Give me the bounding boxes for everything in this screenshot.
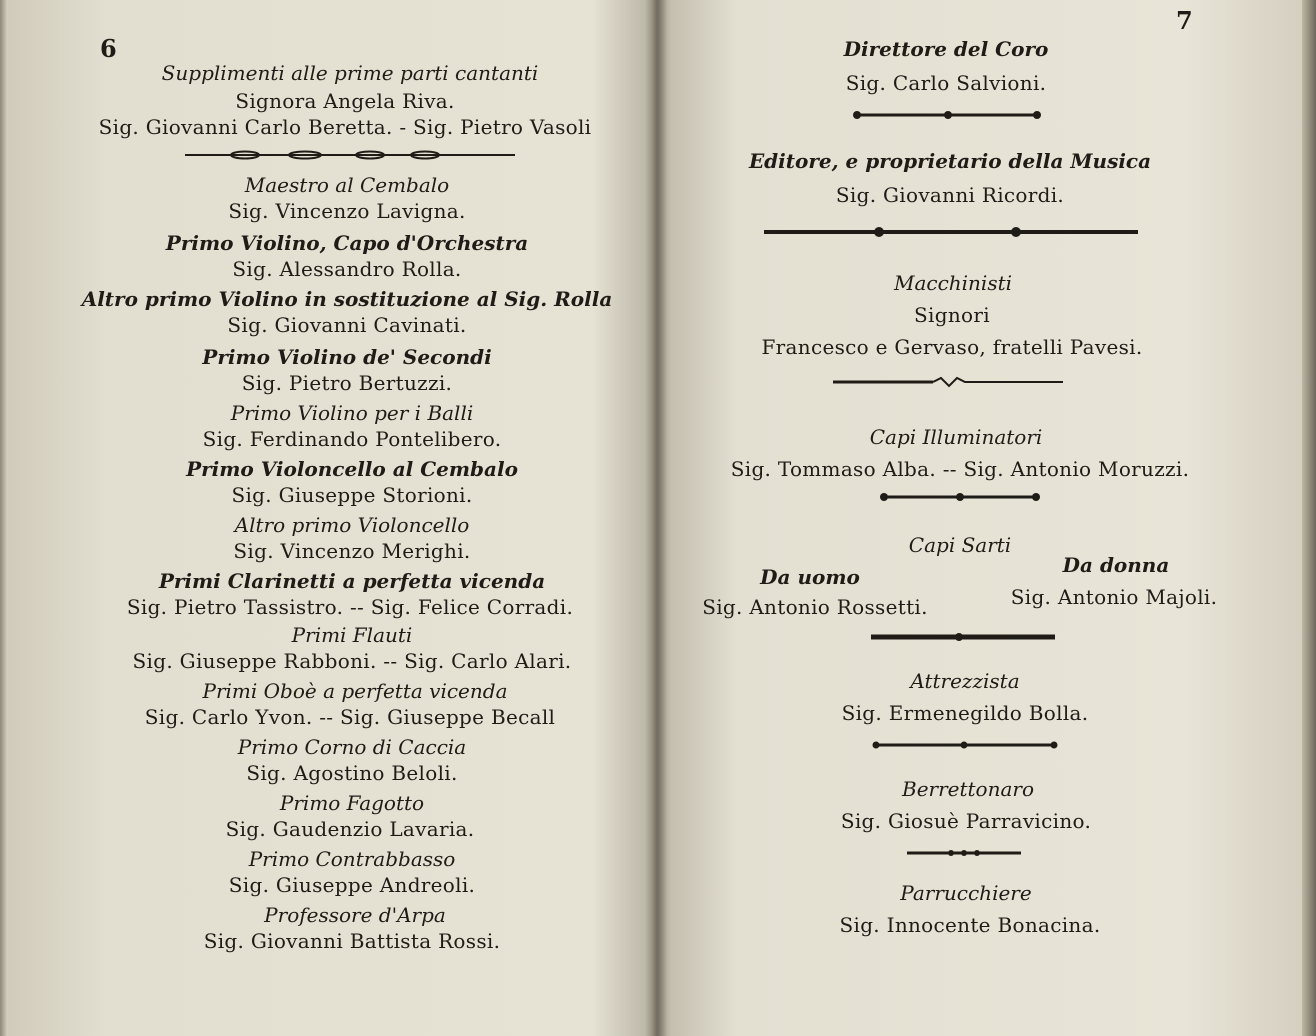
- person-name: Sig. Giovanni Battista Rossi.: [203, 929, 501, 953]
- ornamental-rule: [907, 848, 1021, 858]
- role-title: Primi Oboè a perfetta vicenda: [202, 679, 508, 703]
- person-name: Sig. Antonio Majoli.: [1010, 585, 1218, 609]
- role-title: Primo Violino de' Secondi: [202, 345, 492, 369]
- person-name: Sig. Giuseppe Rabboni. -- Sig. Carlo Alari.: [132, 649, 572, 673]
- person-name: Sig. Giuseppe Storioni.: [231, 483, 473, 507]
- person-name: Sig. Antonio Rossetti.: [702, 595, 928, 619]
- sub-role-left: Da uomo: [760, 565, 860, 589]
- role-title: Supplimenti alle prime parti cantanti: [161, 61, 539, 85]
- role-title: Primo Contrabbasso: [248, 847, 456, 871]
- sub-role-right: Da donna: [1062, 553, 1170, 577]
- ornamental-rule: [833, 376, 1063, 388]
- person-name: Signori: [914, 303, 990, 327]
- role-title: Macchinisti: [893, 271, 1013, 295]
- person-name: Signora Angela Riva.: [235, 89, 455, 113]
- person-name: Sig. Giosuè Parravicino.: [840, 809, 1092, 833]
- person-name: Sig. Agostino Beloli.: [246, 761, 458, 785]
- person-name: Francesco e Gervaso, fratelli Pavesi.: [761, 335, 1143, 359]
- role-title: Primo Violino, Capo d'Orchestra: [165, 231, 529, 255]
- role-title: Editore, e proprietario della Musica: [748, 149, 1152, 173]
- role-title: Capi Illuminatori: [869, 425, 1043, 449]
- person-name: Sig. Ermenegildo Bolla.: [841, 701, 1089, 725]
- role-title: Primo Violino per i Balli: [230, 401, 474, 425]
- role-title: Capi Sarti: [908, 533, 1012, 557]
- page-number: 6: [100, 34, 117, 63]
- ornamental-rule: [880, 492, 1040, 502]
- person-name: Sig. Giovanni Cavinati.: [227, 313, 467, 337]
- person-name: Sig. Giovanni Carlo Beretta. - Sig. Pietro Vasoli: [98, 115, 592, 139]
- role-title: Primo Violoncello al Cembalo: [186, 457, 518, 481]
- person-name: Sig. Innocente Bonacina.: [839, 913, 1101, 937]
- ornamental-rule: [871, 632, 1055, 642]
- person-name: Sig. Gaudenzio Lavaria.: [225, 817, 475, 841]
- person-name: Sig. Giovanni Ricordi.: [835, 183, 1065, 207]
- ornamental-rule: [853, 110, 1043, 120]
- person-name: Sig. Vincenzo Lavigna.: [228, 199, 466, 223]
- role-title: Primo Corno di Caccia: [237, 735, 467, 759]
- person-name: Sig. Alessandro Rolla.: [232, 257, 462, 281]
- person-name: Sig. Tommaso Alba. -- Sig. Antonio Moruzzi.: [730, 457, 1190, 481]
- role-title: Maestro al Cembalo: [244, 173, 450, 197]
- role-title: Parrucchiere: [900, 881, 1032, 905]
- left-page: [0, 0, 655, 1036]
- ornamental-rule: [872, 740, 1058, 750]
- role-title: Altro primo Violoncello: [234, 513, 470, 537]
- role-title: Professore d'Arpa: [264, 903, 446, 927]
- right-page: [658, 0, 1316, 1036]
- person-name: Sig. Vincenzo Merighi.: [233, 539, 471, 563]
- person-name: Sig. Pietro Tassistro. -- Sig. Felice Corradi.: [126, 595, 574, 619]
- page-number: 7: [1176, 6, 1193, 35]
- ornamental-rule: [764, 226, 1138, 238]
- person-name: Sig. Carlo Yvon. -- Sig. Giuseppe Becall: [144, 705, 556, 729]
- person-name: Sig. Pietro Bertuzzi.: [241, 371, 453, 395]
- ornamental-rule: [185, 150, 515, 160]
- role-title: Primi Flauti: [291, 623, 413, 647]
- person-name: Sig. Ferdinando Pontelibero.: [202, 427, 502, 451]
- role-title: Berrettonaro: [901, 777, 1035, 801]
- role-title: Direttore del Coro: [843, 37, 1049, 61]
- person-name: Sig. Carlo Salvioni.: [845, 71, 1047, 95]
- role-title: Primo Fagotto: [279, 791, 425, 815]
- role-title: Altro primo Violino in sostituzione al Sig. Rolla: [81, 287, 613, 311]
- role-title: Attrezzista: [910, 669, 1020, 693]
- role-title: Primi Clarinetti a perfetta vicenda: [158, 569, 546, 593]
- person-name: Sig. Giuseppe Andreoli.: [228, 873, 476, 897]
